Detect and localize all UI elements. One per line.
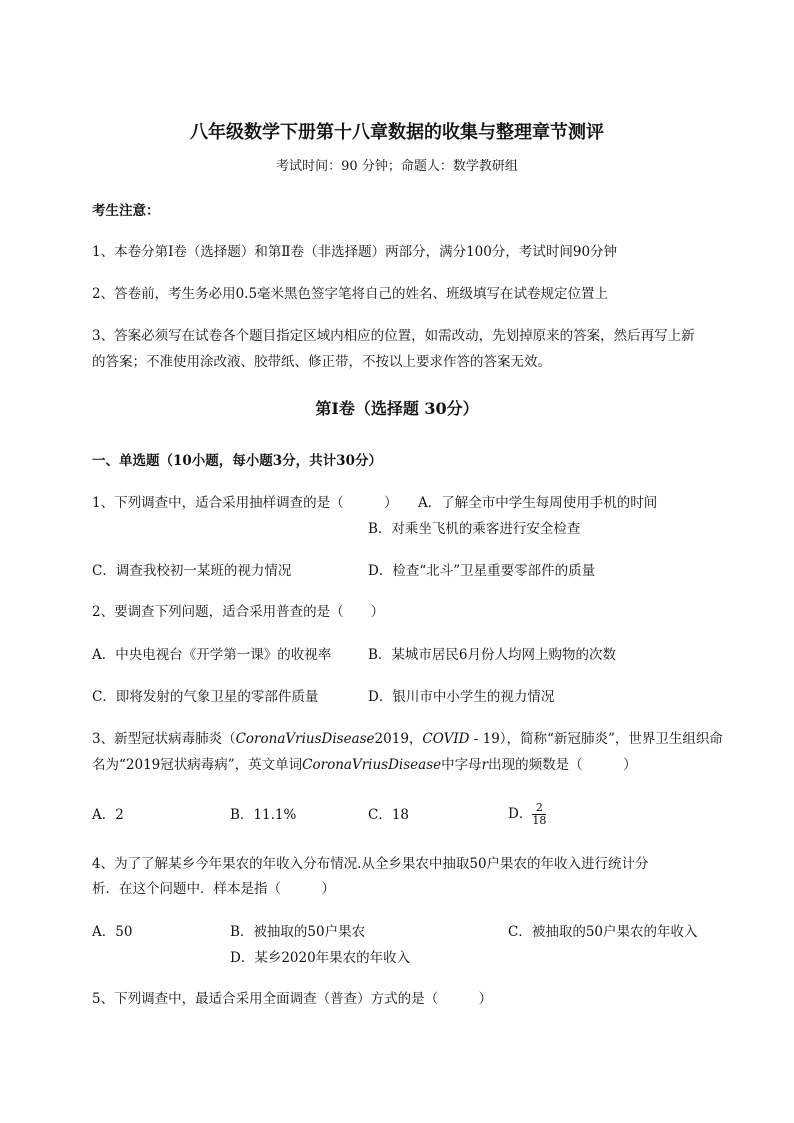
q3-option-c: C．18: [368, 807, 410, 823]
q4-stem-line1: 4、为了了解某乡今年果农的年收入分布情况.从全乡果农中抽取50户果农的年收入进行统计分: [92, 856, 649, 872]
q3-option-a: A．2: [92, 807, 124, 823]
q2-option-d: D．银川市中小学生的视力情况: [368, 689, 555, 705]
q3-text-6: 出现的频数是（ ）: [488, 757, 637, 773]
q3-option-d-prefix: D．: [508, 806, 533, 822]
q2-option-c: C．即将发射的气象卫星的零部件质量: [92, 689, 319, 705]
q3-text-4: 名为“2019冠状病毒病”，英文单词: [92, 757, 303, 773]
section1-title: 一、单选题（10小题，每小题3分，共计30分）: [92, 453, 382, 469]
notice-heading: 考生注意：: [92, 203, 160, 219]
q4-option-b: B．被抽取的50户果农: [230, 924, 366, 940]
exam-subtitle: 考试时间：90 分钟；命题人：数学教研组: [276, 159, 518, 174]
q3-term-2: COVID: [422, 731, 470, 747]
q3-text-5: 中字母: [441, 757, 482, 773]
q2-stem: 2、要调查下列问题，适合采用普查的是（ ）: [92, 604, 385, 620]
q1-option-b: B．对乘坐飞机的乘客进行安全检查: [368, 521, 581, 537]
q1-option-d: D．检查“北斗”卫星重要零部件的质量: [368, 563, 596, 579]
q4-option-d: D．某乡2020年果农的年收入: [230, 950, 411, 966]
q3-stem-line2: [92, 756, 637, 774]
exam-title: 八年级数学下册第十八章数据的收集与整理章节测评: [190, 122, 604, 143]
q3-text-3: - 19），简称“新冠肺炎”，世界卫生组织命: [469, 731, 723, 747]
q3-text-1: 3、新型冠状病毒肺炎（: [92, 731, 236, 747]
q2-option-b: B．某城市居民6月份人均网上购物的次数: [368, 647, 617, 663]
notice-item-3: 3、答案必须写在试卷各个题目指定区域内相应的位置，如需改动，先划掉原来的答案，然后再写上新: [92, 328, 695, 344]
q4-option-c: C．被抽取的50户果农的年收入: [508, 924, 698, 940]
q1-option-c: C．调查我校初一某班的视力情况: [92, 563, 292, 579]
q3-option-d-fraction: [532, 802, 546, 827]
q3-option-b: B．11.1%: [230, 807, 297, 823]
q4-option-a: A．50: [92, 924, 133, 940]
fraction-denominator: 18: [532, 814, 547, 827]
q2-option-a: A．中央电视台《开学第一课》的收视率: [92, 647, 332, 663]
q3-term-3: CoronaVriusDisease: [302, 757, 442, 773]
part1-title: 第Ⅰ卷（选择题 30分）: [315, 399, 479, 418]
q3-term-4: r: [481, 757, 489, 773]
q3-term-1: CoronaVriusDisease: [235, 731, 375, 747]
notice-item-3-cont: 的答案；不准使用涂改液、胶带纸、修正带，不按以上要求作答的答案无效。: [92, 354, 551, 370]
q3-option-d: [508, 798, 546, 830]
q1-option-a: A．了解全市中学生每周使用手机的时间: [418, 495, 658, 511]
q5-stem: 5、下列调查中，最适合采用全面调查（普查）方式的是（ ）: [92, 991, 493, 1007]
q3-text-2: 2019，: [374, 731, 423, 747]
notice-item-1: 1、本卷分第Ⅰ卷（选择题）和第Ⅱ卷（非选择题）两部分，满分100分，考试时间90分钟: [92, 244, 618, 260]
q4-stem-line2: 析．在这个问题中．样本是指（ ）: [92, 881, 335, 897]
q1-stem: 1、下列调查中，适合采用抽样调查的是（ ）: [92, 495, 398, 511]
q3-stem-line1: [92, 730, 723, 748]
fraction-numerator: 2: [532, 802, 546, 815]
notice-item-2: 2、答卷前，考生务必用0.5毫米黑色签字笔将自己的姓名、班级填写在试卷规定位置上: [92, 286, 609, 302]
